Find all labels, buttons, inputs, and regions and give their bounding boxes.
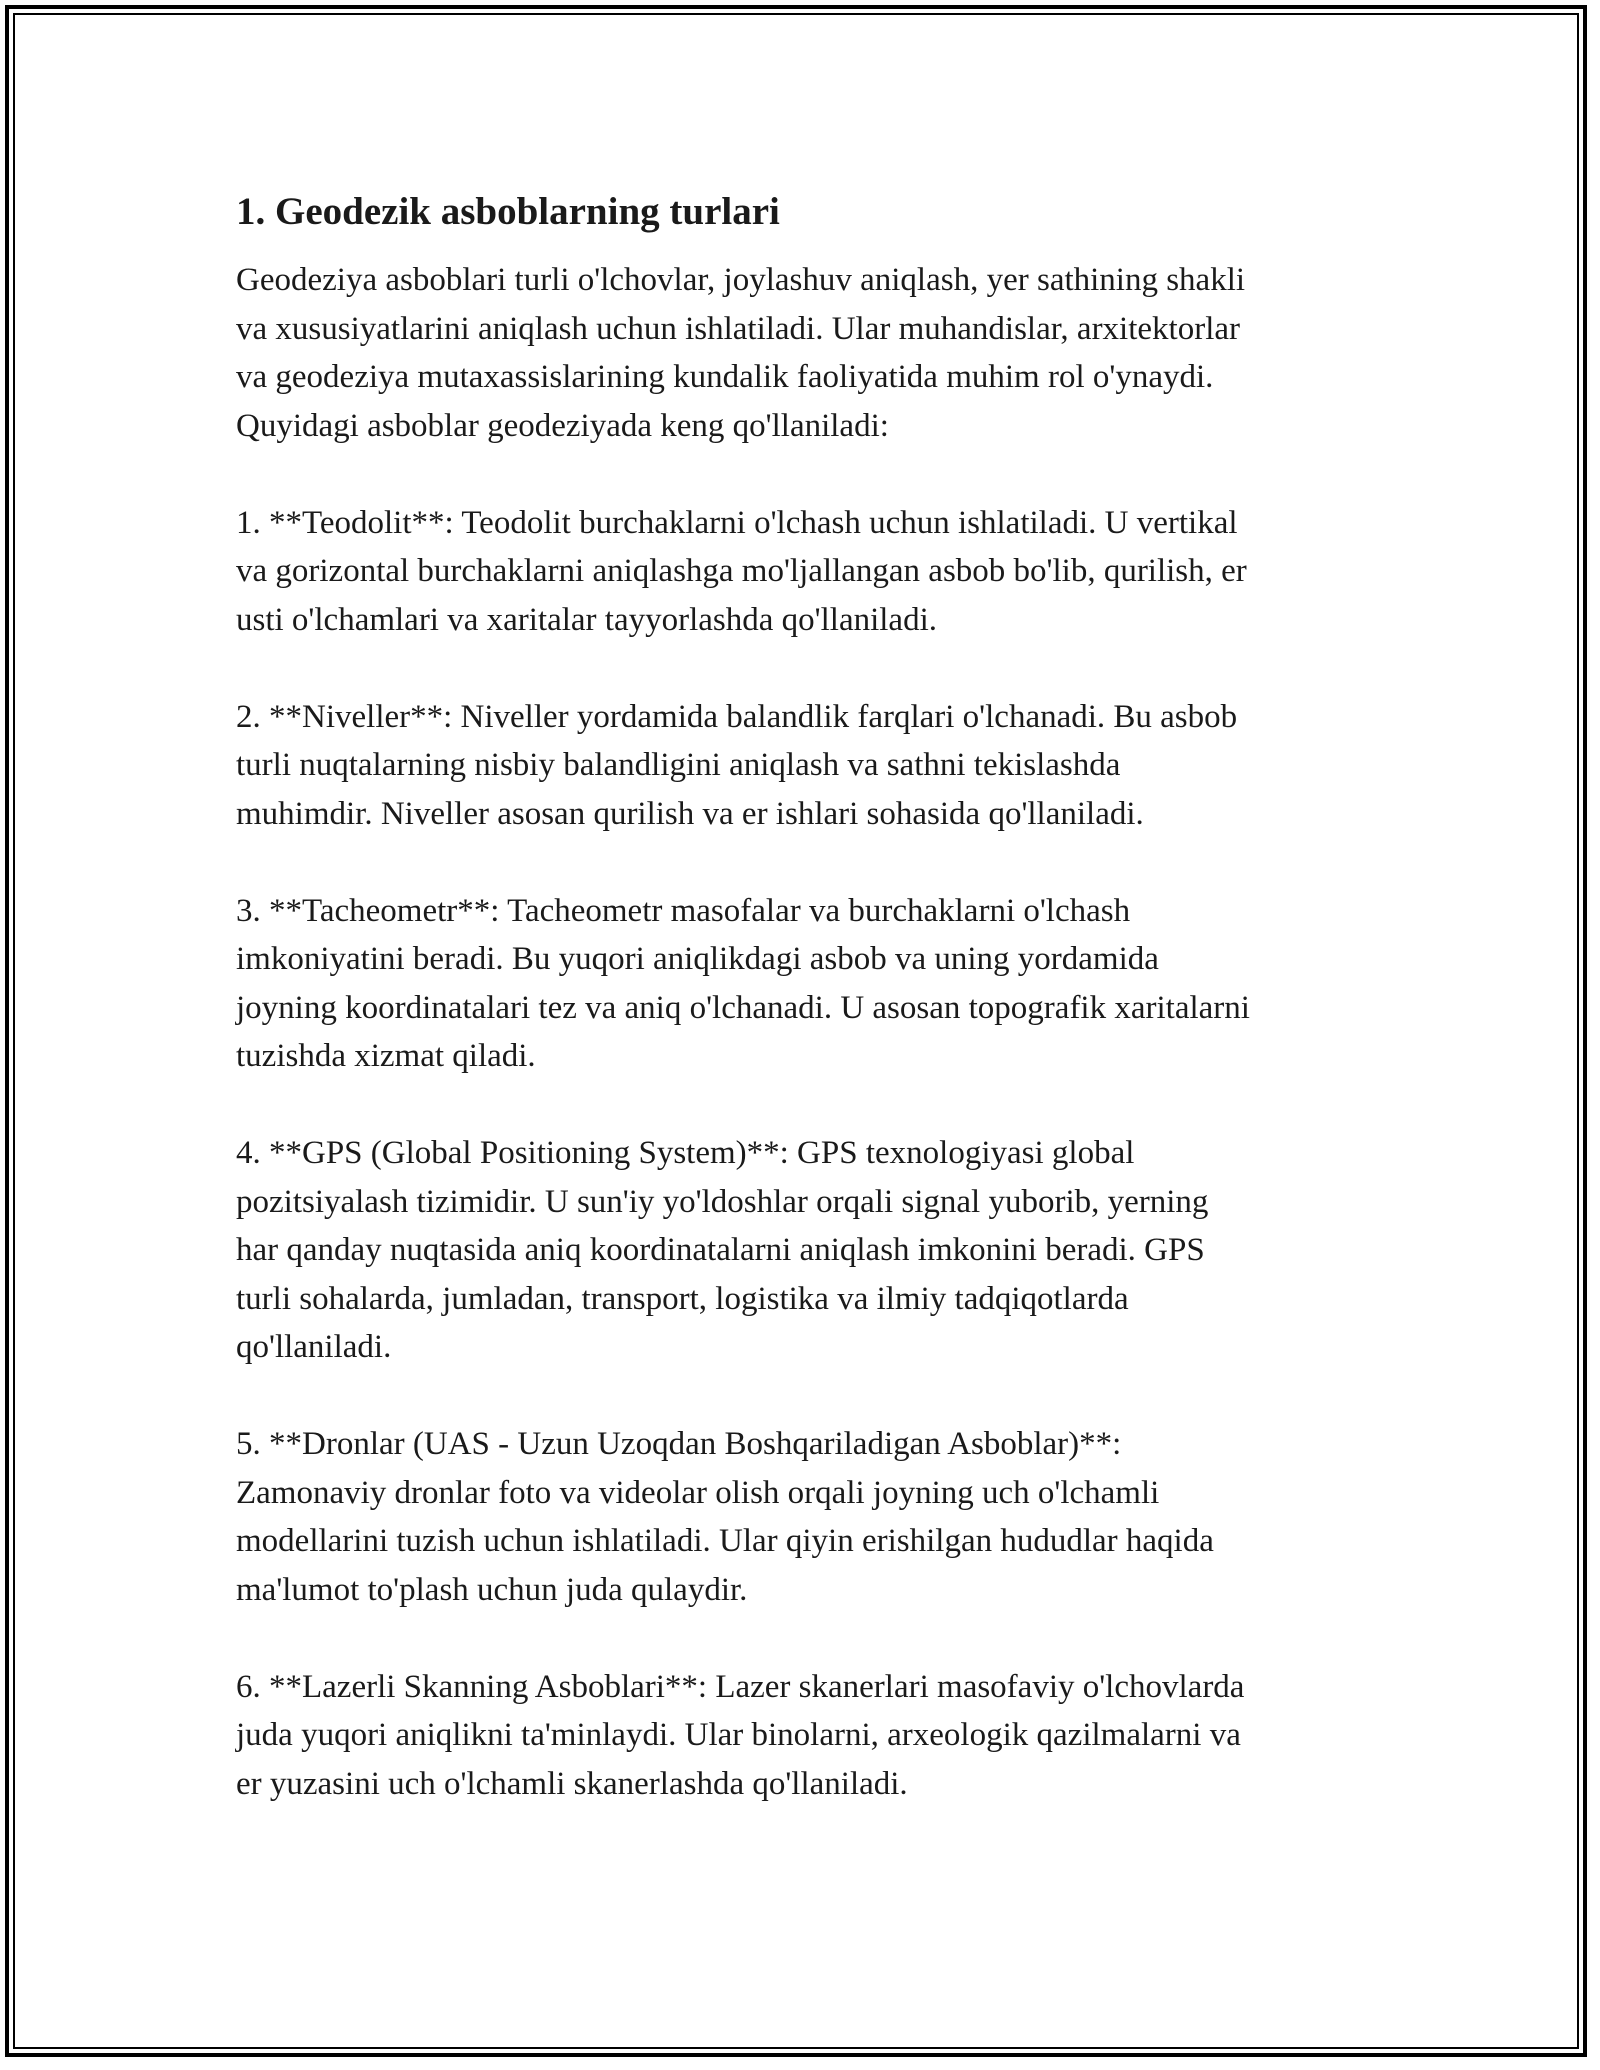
gps-paragraph: 4. **GPS (Global Positioning System)**: GPS texnologiyasi global pozitsiyalash tizimidir. U sun'iy yo'ldoshlar orqali signal yuborib, yerning har qanday nuqtasida aniq koordinatalarni aniqlash imkonini beradi. GPS turli sohalarda, jumladan, transport, logistika va ilmiy tadqiqotlarda qo'llaniladi. — [236, 1135, 1209, 1365]
dronlar-paragraph: 5. **Dronlar (UAS - Uzun Uzoqdan Boshqariladigan Asboblar)**: Zamonaviy dronlar foto va videolar olish orqali joyning uch o'lchamli modellarini tuzish uchun ishlatiladi. Ular qiyin erishilgan hududlar haqida ma'lumot to'plash uchun juda qulaydir. — [236, 1426, 1214, 1608]
niveller-paragraph: 2. **Niveller**: Niveller yordamida balandlik farqlari o'lchanadi. Bu asbob turli nuqtalarning nisbiy balandligini aniqlash va sathni tekislashda muhimdir. Niveller asosan qurilish va er ishlari sohasida qo'llaniladi. — [236, 698, 1238, 832]
teodolit-paragraph: 1. **Teodolit**: Teodolit burchaklarni o'lchash uchun ishlatiladi. U vertikal va gorizontal burchaklarni aniqlashga mo'ljallangan asbob bo'lib, qurilish, er usti o'lchamlari va xaritalar tayyorlashda qo'llaniladi. — [236, 504, 1247, 638]
lazerli-skanning-paragraph: 6. **Lazerli Skanning Asboblari**: Lazer skanerlari masofaviy o'lchovlarda juda yuqori aniqlikni ta'minlaydi. Ular binolarni, arxeologik qazilmalarni va er yuzasini uch o'lchamli skanerlashda qo'llaniladi. — [236, 1668, 1245, 1802]
document-title: 1. Geodezik asboblarning turlari — [236, 190, 780, 233]
intro-paragraph: Geodeziya asboblari turli o'lchovlar, joylashuv aniqlash, yer sathining shakli va xususiyatlarini aniqlash uchun ishlatiladi. Ular muhandislar, arxitektorlar va geodeziya mutaxassislarining kundalik faoliyatida muhim rol o'ynaydi. Quyidagi asboblar geodeziyada keng qo'llaniladi: — [236, 262, 1246, 444]
tacheometr-paragraph: 3. **Tacheometr**: Tacheometr masofalar va burchaklarni o'lchash imkoniyatini beradi. Bu yuqori aniqlikdagi asbob va uning yordamida joyning koordinatalari tez va aniq o'lchanadi. U asosan topografik xaritalarni tuzishda xizmat qiladi. — [236, 892, 1250, 1074]
document-body — [236, 188, 1386, 1857]
